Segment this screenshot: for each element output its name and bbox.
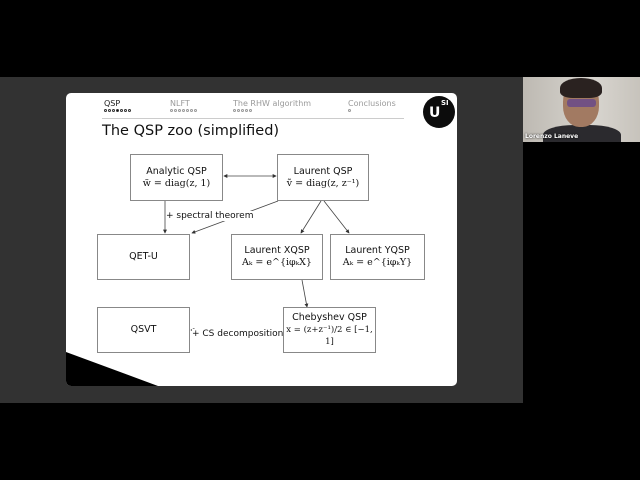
edge-label-spectral-theorem: + spectral theorem xyxy=(166,211,254,221)
slide-corner-decoration xyxy=(66,352,158,386)
nav-label: QSP xyxy=(104,99,121,108)
edge-label-cs-decomposition: + CS decomposition xyxy=(192,329,284,339)
node-laurent-yqsp: Laurent YQSP Aₖ = e^{iφₖY} xyxy=(330,234,425,280)
node-qsvt: QSVT xyxy=(97,307,190,353)
nav-label: NLFT xyxy=(170,99,190,108)
university-logo: U SI xyxy=(423,96,455,128)
webcam-tile[interactable] xyxy=(523,77,640,142)
node-chebyshev-qsp: Chebyshev QSP x = (z+z⁻¹)/2 ∈ [−1, 1] xyxy=(283,307,376,353)
nav-label: The RHW algorithm xyxy=(233,99,312,108)
node-laurent-xqsp: Laurent XQSP Aₖ = e^{iφₖX} xyxy=(231,234,323,280)
slide xyxy=(66,93,457,386)
node-qet-u: QET-U xyxy=(97,234,190,280)
nav-label: Conclusions xyxy=(348,99,396,108)
slide-title: The QSP zoo (simplified) xyxy=(102,123,280,139)
participant-name: Lorenzo Laneve xyxy=(525,133,579,140)
node-analytic-qsp: Analytic QSP w̃ = diag(z, 1) xyxy=(130,154,223,201)
node-laurent-qsp: Laurent QSP ṽ = diag(z, z⁻¹) xyxy=(277,154,369,201)
